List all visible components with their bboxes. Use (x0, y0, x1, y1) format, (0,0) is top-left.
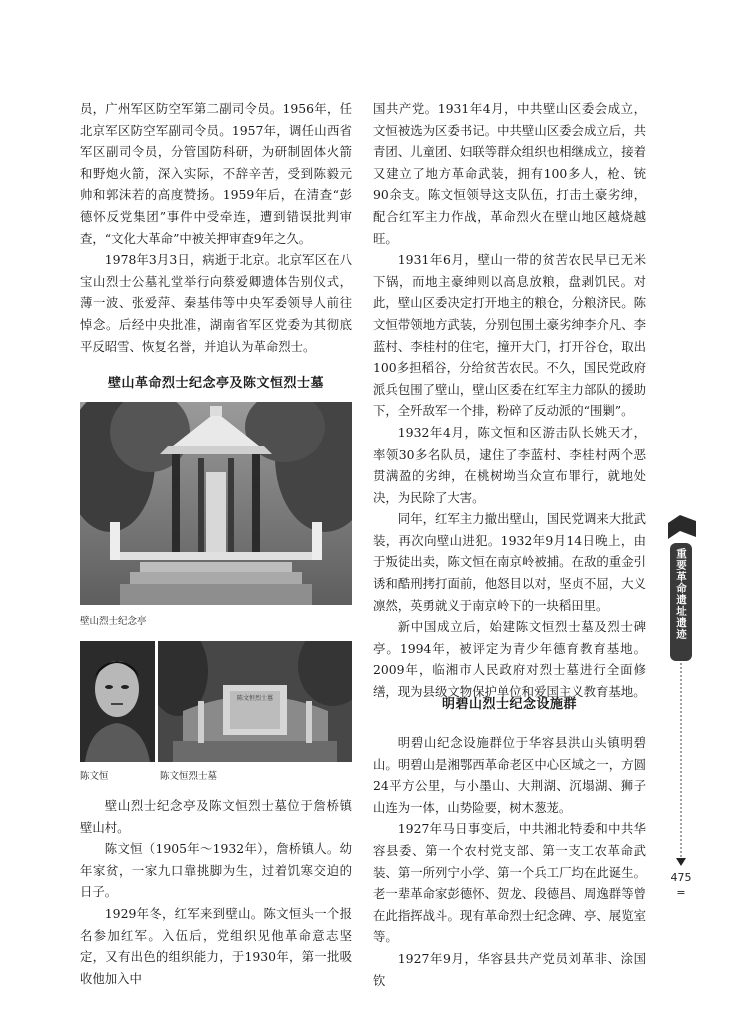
left-paragraph-4: 陈文恒（1905年～1932年），詹桥镇人。幼年家贫，一家九口靠挑脚为生，过着饥寒交迫的日子。 (80, 841, 352, 900)
left-text-column-lower (80, 795, 352, 989)
side-tab (666, 513, 696, 903)
caption-pavilion: 壁山烈士纪念亭 (80, 616, 147, 627)
left-paragraph-3: 壁山烈士纪念亭及陈文恒烈士墓位于詹桥镇壁山村。 (80, 798, 352, 835)
side-tab-label: 重要革命遗址遗迹 (675, 548, 687, 640)
right-paragraph-2: 1931年6月，壁山一带的贫苦农民早已无米下锅，而地主豪绅则以高息放粮，盘剥饥民。对此，壁山区委决定打开地主的粮仓，分粮济民。陈文恒带领地方武装，分别包围土豪劣绅李介凡、李蓝村、李桂村的住宅，撞开大门，打开谷仓，取出100多担稻谷，分给贫苦农民。不久，国民党政府派兵包围了壁山，壁山区委在红军主力部队的援助下，全歼敌军一个排，粉碎了反动派的“围剿”。 (373, 252, 646, 419)
portrait-illustration (80, 641, 155, 762)
page-number: 475 (670, 871, 692, 884)
caption-tomb: 陈文恒烈士墓 (160, 771, 218, 782)
left-paragraph-1: 员，广州军区防空军第二副司令员。1956年，任北京军区防空军副司令员。1957年，调任山西省军区副司令员，分管国防科研，为研制固体火箭和野炮火箭，深入实际，不辞辛苦，受到陈毅元帅和郭沫若的高度赞扬。1959年后，在清查“彭德怀反党集团”事件中受牵连，遭到错误批判审查，“文化大革命”中被关押审查9年之久。 (80, 101, 352, 246)
right-text-column (373, 98, 646, 703)
section-heading-bishan: 壁山革命烈士纪念亭及陈文恒烈士墓 (107, 376, 324, 391)
right-paragraph-1: 国共产党。1931年4月，中共壁山区委会成立，文恒被选为区委书记。中共壁山区委会成立后，共青团、儿童团、妇联等群众组织也相继成立，接着又建立了地方革命武装，拥有100多人，枪、铳90余支。陈文恒领导这支队伍，打击土豪劣绅，配合红军主力作战，革命烈火在壁山地区越烧越旺。 (373, 101, 646, 246)
pavilion-illustration (80, 402, 352, 605)
pavilion-photo (80, 402, 352, 605)
left-paragraph-5: 1929年冬，红军来到壁山。陈文恒头一个报名参加红军。入伍后，党组织见他革命意志坚定，又有出色的组织能力，于1930年，第一批吸收他加入中 (80, 905, 352, 986)
book-icon (668, 515, 696, 539)
arrow-down-icon (676, 858, 686, 866)
right-text-column-lower (373, 732, 646, 991)
portrait-photo (80, 641, 155, 762)
right-paragraph-5: 新中国成立后，始建陈文恒烈士墓及烈士碑亭。1994年，被评定为青少年德育教育基地。2009年，临湘市人民政府对烈士墓进行全面修缮，现为县级文物保护单位和爱国主义教育基地。 (373, 619, 646, 700)
right-paragraph-4: 同年，红军主力撤出壁山，国民党调来大批武装，再次向壁山进犯。1932年9月14日晚上，由于叛徒出卖，陈文恒在南京岭被捕。在敌的重金引诱和酷刑拷打面前，他怒目以对，坚贞不屈，大义凛然，英勇就义于南京岭下的一块稻田里。 (373, 511, 646, 613)
right-paragraph-6: 明碧山纪念设施群位于华容县洪山头镇明碧山。明碧山是湘鄂西革命老区中心区域之一，方圆24平方公里，与小墨山、大荆湖、沉塌湖、狮子山连为一体，山势险要，树木葱茏。 (373, 735, 646, 815)
right-paragraph-7: 1927年马日事变后，中共湘北特委和中共华容县委、第一个农村党支部、第一支工农革命武装、第一所列宁小学、第一个兵工厂均在此诞生。老一辈革命家彭德怀、贺龙、段德昌、周逸群等曾在此指挥战斗。现有革命烈士纪念碑、亭、展览室等。 (373, 821, 646, 945)
tomb-photo (158, 641, 352, 762)
right-paragraph-8: 1927年9月，华容县共产党员刘革非、涂国钦 (373, 950, 646, 988)
left-paragraph-2: 1978年3月3日，病逝于北京。北京军区在八宝山烈士公墓礼堂举行向蔡爱卿遗体告别仪式，薄一波、张爱萍、秦基伟等中央军委领导人前往悼念。后经中央批准，湖南省军区党委为其彻底平反昭雪、恢复名誉，并追认为革命烈士。 (80, 252, 352, 354)
left-text-column (80, 98, 352, 357)
tomb-stele-text: 陈文恒烈士墓 (236, 695, 273, 702)
right-paragraph-3: 1932年4月，陈文恒和区游击队长姚天才，率领30多名队员，逮住了李蓝村、李桂村两个恶贯满盈的劣绅，在桃树坳当众宣布罪行，就地处决，为民除了大害。 (373, 424, 646, 505)
caption-portrait: 陈文恒 (80, 771, 109, 782)
section-heading-mingbi: 明碧山烈士纪念设施群 (441, 697, 577, 712)
page-number-mark: = (676, 886, 686, 899)
